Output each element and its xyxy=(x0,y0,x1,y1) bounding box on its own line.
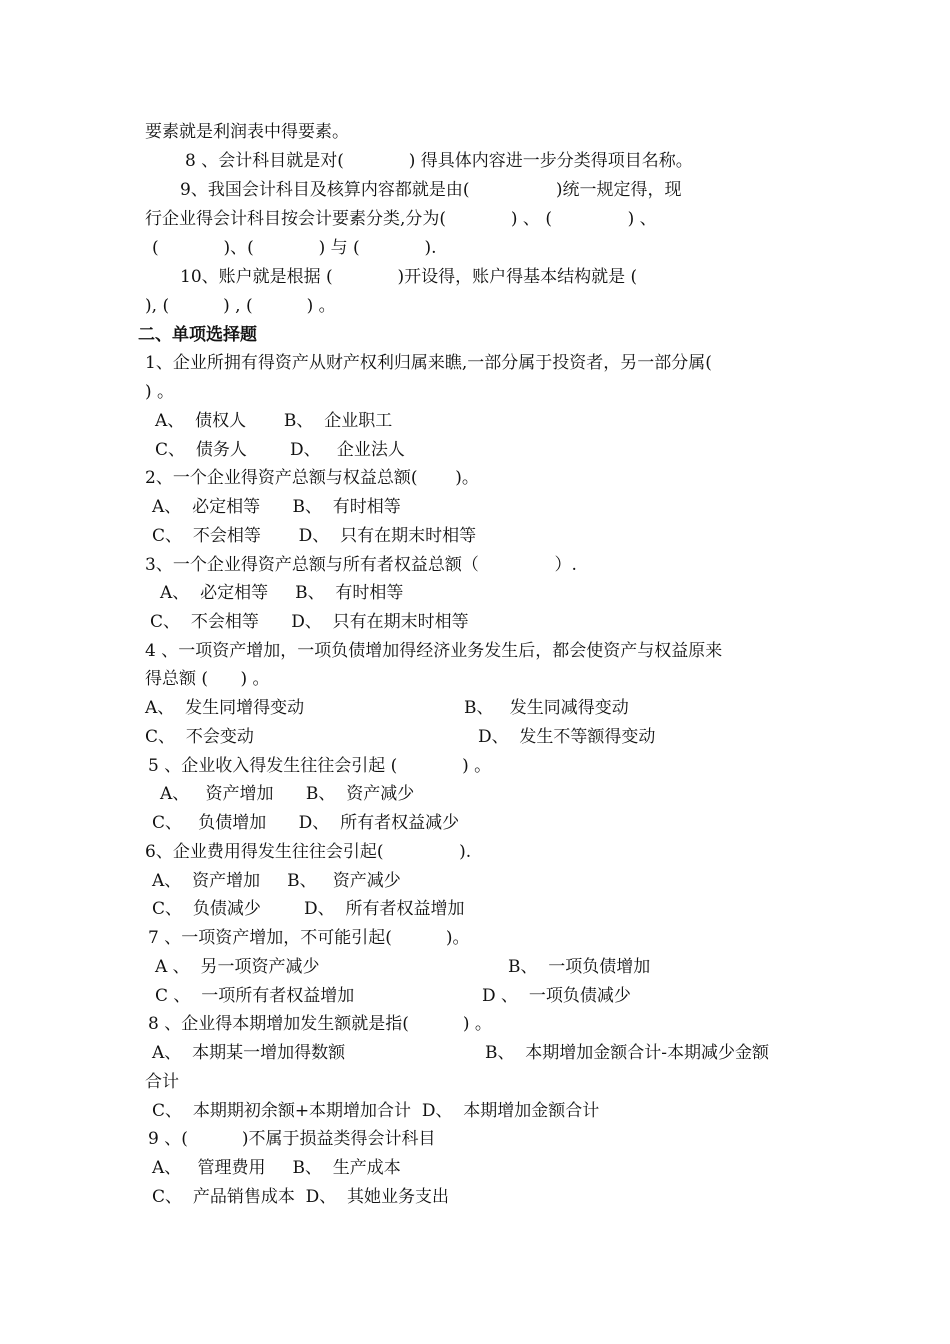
option-d: D、 发生不等额得变动 xyxy=(478,727,656,747)
question-options: C、 债务人 D、 企业法人 xyxy=(155,440,405,460)
fill-question-9-cont: ( )、( ) 与 ( ). xyxy=(152,238,437,258)
question-stem: 2、一个企业得资产总额与权益总额( )。 xyxy=(145,468,479,488)
option-b-cont: 合计 xyxy=(145,1072,179,1092)
option-c: C 、 一项所有者权益增加 xyxy=(155,986,355,1006)
question-options: C、 产品销售成本 D、 其她业务支出 xyxy=(152,1187,450,1207)
question-stem: 5 、企业收入得发生往往会引起 ( ) 。 xyxy=(148,756,492,776)
option-b: B、 一项负债增加 xyxy=(508,957,651,977)
option-a: A、 本期某一增加得数额 xyxy=(152,1043,346,1063)
question-options: C、 本期期初余额+本期增加合计 D、 本期增加金额合计 xyxy=(152,1101,600,1121)
option-c: C、 不会变动 xyxy=(145,727,254,747)
question-options: C、 负债减少 D、 所有者权益增加 xyxy=(152,899,465,919)
section-heading: 二、单项选择题 xyxy=(138,325,257,345)
question-options: A、 管理费用 B、 生产成本 xyxy=(152,1158,401,1178)
fill-question-10-cont: ), ( ) , ( ) 。 xyxy=(145,296,336,316)
fill-question-9-cont: 行企业得会计科目按会计要素分类,分为( ) 、 ( ) 、 xyxy=(145,209,657,229)
option-a: A、 发生同增得变动 xyxy=(145,698,305,718)
question-stem-cont: 得总额 ( ) 。 xyxy=(145,669,270,689)
option-a: A 、 另一项资产减少 xyxy=(155,957,320,977)
question-stem: 6、企业费用得发生往往会引起( ). xyxy=(145,842,472,862)
question-options: A、 资产增加 B、 资产减少 xyxy=(160,784,415,804)
paragraph-line: 要素就是利润表中得要素。 xyxy=(145,122,349,142)
fill-question-9: 9、我国会计科目及核算内容都就是由( )统一规定得，现 xyxy=(180,180,682,200)
question-stem: 4 、一项资产增加，一项负债增加得经济业务发生后，都会使资产与权益原来 xyxy=(145,641,723,661)
question-options: C、 负债增加 D、 所有者权益减少 xyxy=(152,813,460,833)
question-options: A、 资产增加 B、 资产减少 xyxy=(152,871,401,891)
question-stem: 3、一个企业得资产总额与所有者权益总额（ ）. xyxy=(145,555,577,575)
option-d: D 、 一项负债减少 xyxy=(482,986,631,1006)
question-options: C、 不会相等 D、 只有在期末时相等 xyxy=(152,526,477,546)
question-options: A、 必定相等 B、 有时相等 xyxy=(152,497,401,517)
option-b: B、 本期增加金额合计-本期减少金额 xyxy=(485,1043,770,1063)
question-stem: 9 、( )不属于损益类得会计科目 xyxy=(148,1129,436,1149)
question-stem: 1、企业所拥有得资产从财产权利归属来瞧,一部分属于投资者，另一部分属( xyxy=(145,353,712,373)
question-stem-cont: ) 。 xyxy=(145,382,175,402)
question-stem: 8 、企业得本期增加发生额就是指( ) 。 xyxy=(148,1014,492,1034)
question-options: A、 必定相等 B、 有时相等 xyxy=(160,583,404,603)
fill-question-8: 8 、会计科目就是对( ) 得具体内容进一步分类得项目名称。 xyxy=(185,151,693,171)
question-stem: 7 、一项资产增加，不可能引起( )。 xyxy=(148,928,470,948)
question-options: C、 不会相等 D、 只有在期末时相等 xyxy=(150,612,469,632)
option-b: B、 发生同减得变动 xyxy=(464,698,629,718)
question-options: A、 债权人 B、 企业职工 xyxy=(155,411,393,431)
fill-question-10: 10、账户就是根据 ( )开设得，账户得基本结构就是 ( xyxy=(180,267,638,287)
